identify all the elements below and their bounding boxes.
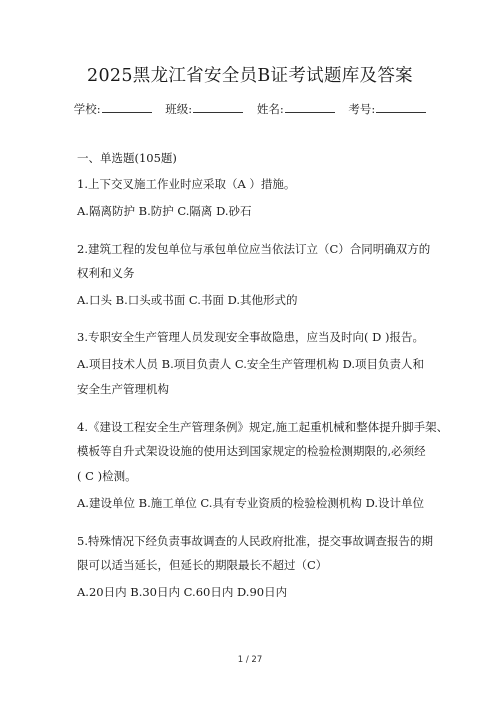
class-label: 班级: <box>165 102 193 116</box>
question-3-options-line-1: A.项目技术人员 B.项目负责人 C.安全生产管理机构 D.项目负责人和 <box>77 357 425 371</box>
question-3-text: 3.专职安全生产管理人员发现安全事故隐患，应当及时向( D )报告。 <box>77 330 424 344</box>
school-label: 学校: <box>73 102 101 116</box>
name-label: 姓名: <box>256 102 284 116</box>
class-blank[interactable] <box>193 101 243 113</box>
class-field <box>165 101 243 117</box>
section-heading: 一、单选题(105题) <box>77 151 177 165</box>
page-number: 1 / 27 <box>237 655 263 665</box>
question-1-options: A.隔离防护 B.防护 C.隔离 D.砂石 <box>77 204 252 218</box>
question-5-text-line-2: 限可以适当延长，但延长的期限最长不超过（C） <box>77 558 328 572</box>
question-4-text-line-2: 模板等自升式架设设施的使用达到国家规定的检验检测期限的,必须经 <box>77 444 426 458</box>
question-3-options-line-2: 安全生产管理机构 <box>77 382 169 396</box>
school-field <box>74 101 152 117</box>
name-blank[interactable] <box>285 101 335 113</box>
question-2-text-line-1: 2.建筑工程的发包单位与承包单位应当依法订立（C）合同明确双方的 <box>77 242 431 256</box>
question-4-text-line-1: 4.《建设工程安全生产管理条例》规定,施工起重机械和整体提升脚手架、 <box>77 420 449 434</box>
question-2-text-line-2: 权利和义务 <box>77 266 135 280</box>
name-field <box>257 101 335 117</box>
question-1-text: 1.上下交叉施工作业时应采取（A ）措施。 <box>77 177 296 191</box>
question-4-text-line-3: ( C )检测。 <box>77 469 137 483</box>
exam-number-blank[interactable] <box>376 101 426 113</box>
question-5-options: A.20日内 B.30日内 C.60日内 D.90日内 <box>77 585 288 599</box>
document-title: 2025黑龙江省安全员B证考试题库及答案 <box>87 66 413 86</box>
student-info-row <box>0 101 500 117</box>
exam-number-label: 考号: <box>348 102 376 116</box>
question-5-text-line-1: 5.特殊情况下经负责事故调查的人民政府批准，提交事故调查报告的期 <box>77 534 433 548</box>
school-blank[interactable] <box>102 101 152 113</box>
question-4-options: A.建设单位 B.施工单位 C.具有专业资质的检验检测机构 D.设计单位 <box>77 496 425 510</box>
question-2-options: A.口头 B.口头或书面 C.书面 D.其他形式的 <box>77 293 298 307</box>
exam-number-field <box>348 101 426 117</box>
